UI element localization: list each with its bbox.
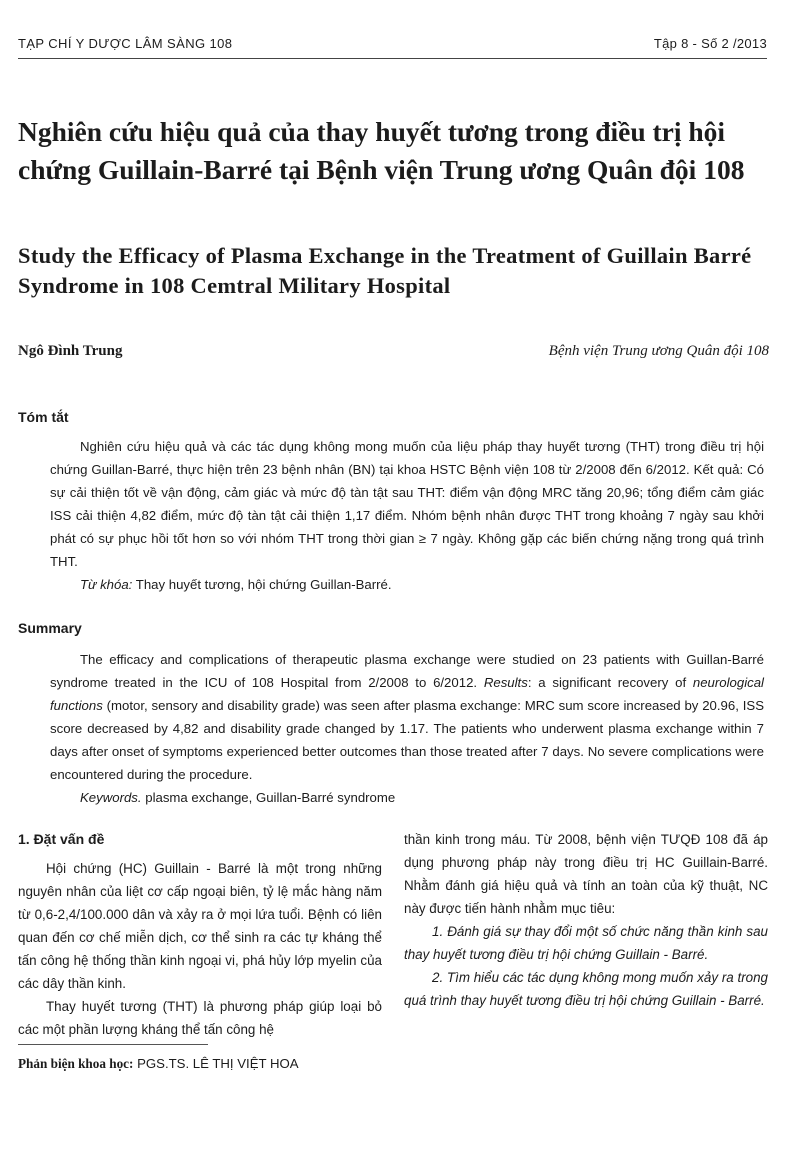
abstract-en-body-part3: (motor, sensory and disability grade) was seen after plasma exchange: MRC sum score increased by 20.96, ISS score decreased by 4,82 and disability grade changed by 1.17. The patients who underwent plasma exchange within 7 days after onset of symptoms experienced better outcomes than those treated after 7 days. No severe complications were encountered during the procedure. — [50, 698, 764, 782]
journal-name: TẠP CHÍ Y DƯỢC LÂM SÀNG 108 — [18, 36, 233, 51]
left-column — [18, 828, 382, 1041]
article-title-english: Study the Efficacy of Plasma Exchange in the Treatment of Guillain Barré Syndrome in 108 Cemtral Military Hospital — [18, 243, 752, 298]
issue-info: Tập 8 - Số 2 /2013 — [653, 36, 767, 51]
intro-paragraph-2: Thay huyết tương (THT) là phương pháp giúp loại bỏ các một phần lượng kháng thể tấn công hệ — [18, 999, 382, 1037]
objective-2: 2. Tìm hiểu các tác dụng không mong muốn xảy ra trong quá trình thay huyết tương điều trị hội chứng Guillain - Barré. — [404, 970, 768, 1008]
reviewer-name: PGS.TS. LÊ THỊ VIỆT HOA — [133, 1056, 299, 1071]
running-header — [18, 36, 767, 56]
intro-paragraph-1: Hội chứng (HC) Guillain - Barré là một trong những nguyên nhân của liệt cơ cấp ngoại biên, tỷ lệ mắc hàng năm từ 0,6-2,4/100.000 dân và xảy ra ở mọi lứa tuổi. Bệnh có liên quan đến cơ chế miễn dịch, cơ thể sinh ra các tự kháng thể tấn công hệ thống thần kinh ngoại vi, phá hủy lớp myelin của các dây thần kinh. — [18, 861, 382, 991]
header-divider — [18, 58, 767, 59]
abstract-en-heading: Summary — [18, 620, 82, 636]
intro-heading: 1. Đặt vấn đề — [18, 831, 105, 847]
abstract-en-keywords — [50, 786, 764, 809]
abstract-vi-heading: Tóm tắt — [18, 409, 69, 425]
intro-paragraph-3: thần kinh trong máu. Từ 2008, bệnh viện TƯQĐ 108 đã áp dụng phương pháp này trong điều trị HC Guillain-Barré. Nhằm đánh giá hiệu quả và tính an toàn của kỹ thuật, NC này được tiến hành nhằm mục tiêu: — [404, 832, 768, 916]
abstract-vi-body: Nghiên cứu hiệu quả và các tác dụng không mong muốn của liệu pháp thay huyết tương (THT) trong điều trị hội chứng Guillan-Barré, thực hiện trên 23 bệnh nhân (BN) tại khoa HSTC Bệnh viện 108 từ 2/2008 đến 6/2012. Kết quả: Có sự cải thiện tốt về vận động, cảm giác và mức độ tàn tật sau THT: điểm vận động MRC tăng 20,96; tổng điểm cảm giác ISS cải thiện 4,82 điểm, mức độ tàn tật cải thiện 1,17 điểm. Nhóm bệnh nhân được THT trong khoảng 7 ngày sau khởi phát có sự phục hồi tốt hơn so với nhóm THT trong thời gian ≥ 7 ngày. Không gặp các biến chứng nặng trong quá trình THT. — [50, 439, 764, 569]
results-label: Results — [483, 675, 528, 690]
abstract-vi-keywords — [50, 573, 764, 596]
reviewer-label: Phản biện khoa học: — [18, 1056, 134, 1071]
keywords-text: Thay huyết tương, hội chứng Guillan-Barré. — [132, 577, 392, 592]
article-title-vietnamese: Nghiên cứu hiệu quả của thay huyết tương trong điều trị hội chứng Guillain-Barré tại Bệnh viện Trung ương Quân đội 108 — [18, 116, 745, 185]
abstract-english — [50, 648, 764, 809]
author-name: Ngô Đình Trung — [18, 343, 123, 359]
keywords-label-en: Keywords. — [80, 790, 142, 805]
objective-1: 1. Đánh giá sự thay đổi một số chức năng thần kinh sau thay huyết tương điều trị hội chứng Guillain - Barré. — [404, 924, 768, 962]
right-column — [404, 828, 768, 1012]
abstract-en-body-part1: The efficacy and complications of therapeutic plasma exchange were studied on 23 patients with Guillan-Barré syndrome treated in the ICU of 108 Hospital from 2/2008 to 6/2012. — [50, 652, 764, 690]
footnote-divider — [18, 1044, 208, 1045]
abstract-vietnamese — [50, 435, 764, 596]
keywords-text-en: plasma exchange, Guillan-Barré syndrome — [141, 790, 396, 805]
reviewer-note — [18, 1056, 299, 1072]
keywords-label: Từ khóa: — [80, 577, 133, 592]
author-affiliation: Bệnh viện Trung ương Quân đội 108 — [548, 343, 769, 359]
italic-term: neurological functions — [50, 675, 764, 713]
abstract-en-body-part2: : a significant recovery of — [527, 675, 693, 690]
abstract-en-body — [50, 648, 764, 786]
